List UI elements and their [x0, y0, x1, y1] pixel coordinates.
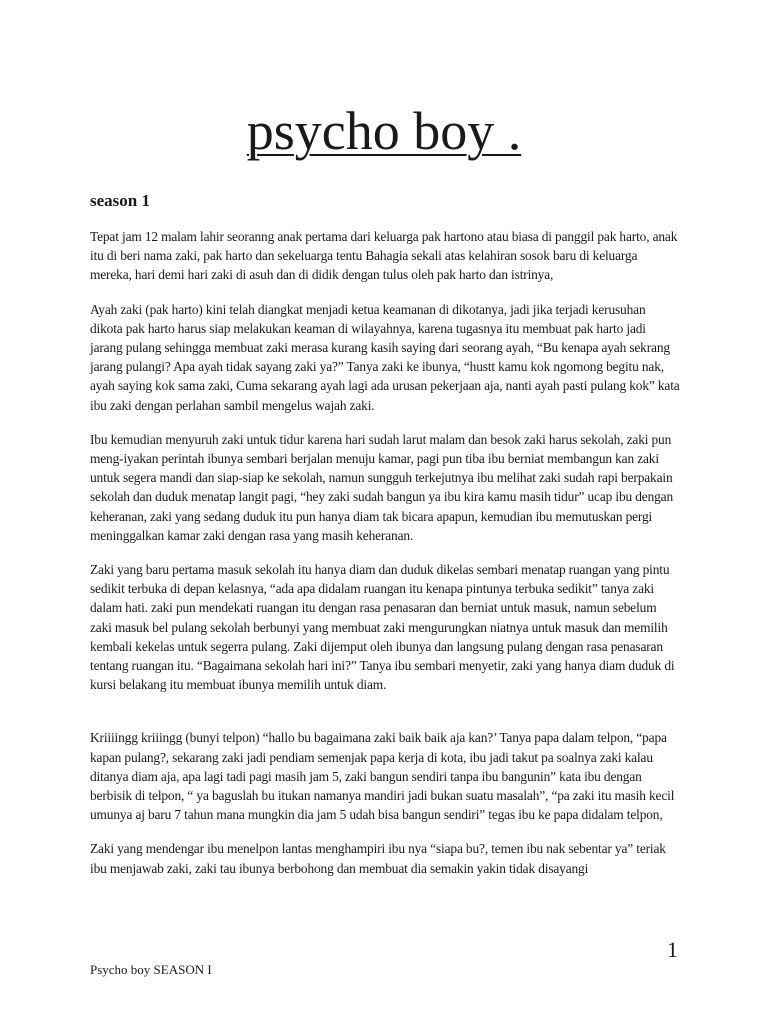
paragraph: Tepat jam 12 malam lahir seoranng anak pertama dari keluarga pak hartono atau biasa di panggil pak harto, anak itu di beri nama zaki, pak harto dan sekeluarga tentu Bahagia sekali atas kelahiran sosok baru di keluarga mereka, hari demi hari zaki di asuh dan di didik dengan tulus oleh pak harto dan istrinya, — [90, 229, 678, 283]
story-body — [90, 227, 680, 893]
paragraph: Ayah zaki (pak harto) kini telah diangkat menjadi ketua keamanan di dikotanya, jadi jika terjadi kerusuhan dikota pak harto harus siap melakukan keaman di wilayahnya, karena tugasnya itu membuat pak harto jadi jarang pulang sehingga membuat zaki merasa kurang kasih saying dari seorang ayah, “Bu kenapa ayah sekrang jarang pulangi? Apa ayah tidak sayang zaki ya?” Tanya zaki ke ibunya, “hustt kamu kok ngomong begitu nak, ayah saying kok sama zaki, Cuma sekarang ayah lagi ada urusan pekerjaan aja, nanti ayah pasti pulang kok” kata ibu zaki dengan perlahan sambil mengelus wajah zaki. — [90, 301, 680, 413]
season-heading: season 1 — [90, 191, 150, 210]
page-number: 1 — [667, 937, 678, 962]
paragraph: Kriiiingg kriiingg (bunyi telpon) “hallo bu bagaimana zaki baik baik aja kan?’ Tanya papa dalam telpon, “papa kapan pulang?, sekarang zaki jadi pendiam semenjak papa kerja di kota, ibu jadi takut pa soalnya zaki kalau ditanya diam aja, apa lagi tadi pagi masih jam 5, zaki bangun sendiri tanpa ibu bangunin” kata ibu dengan berbisik di telpon, “ ya baguslah bu itukan namanya mandiri jadi bukan suatu masalah”, “pa zaki itu masih kecil umunya aj baru 7 tahun mana mungkin dia jam 5 udah bisa bangun sendiri” tegas ibu ke papa didalam telpon, — [90, 730, 675, 823]
paragraph: Zaki yang mendengar ibu menelpon lantas menghampiri ibu nya “siapa bu?, temen ibu nak sebentar ya” teriak ibu menjawab zaki, zaki tau ibunya berbohong dan membuat dia semakin yakin tidak disayangi — [90, 841, 666, 876]
paragraph: Ibu kemudian menyuruh zaki untuk tidur karena hari sudah larut malam dan besok zaki harus sekolah, zaki pun meng-iyakan perintah ibunya sembari berjalan menuju kamar, pagi pun tiba ibu berniat membangun kan zaki untuk segera mandi dan siap-siap ke sekolah, namun sungguh terkejutnya ibu melihat zaki sudah rapi berpakain sekolah dan duduk menatap langit pagi, “hey zaki sudah bangun ya ibu kira kamu masih tidur” ucap ibu dengan keheranan, zaki yang sedang duduk itu pun hanya diam tak bicara apapun, kemudian ibu memutuskan pergi meninggalkan kamar zaki dengan rasa yang masih keheranan. — [90, 431, 674, 543]
paragraph: Zaki yang baru pertama masuk sekolah itu hanya diam dan duduk dikelas sembari menatap ruangan yang pintu sedikit terbuka di depan kelasnya, “ada apa didalam ruangan itu kenapa pintunya terbuka sedikit” tanya zaki dalam hati. zaki pun mendekati ruangan itu dengan rasa penasaran dan berniat untuk masuk, namun sebelum zaki masuk bel pulang sekolah berbunyi yang membuat zaki mengurungkan niatnya untuk masuk dan memilih kembali kekelas untuk segerra pulang. Zaki dijemput oleh ibunya dan langsung pulang dengan rasa penasaran tentang ruangan itu. “Bagaimana sekolah hari ini?” Tanya ibu sembari menyetir, zaki yang hanya diam duduk di kursi belakang itu membuat ibunya memilih untuk diam. — [90, 562, 675, 693]
document-title-text: psycho boy . — [246, 101, 522, 161]
document-title — [0, 98, 768, 164]
page-footer: Psycho boy SEASON I — [90, 962, 212, 977]
